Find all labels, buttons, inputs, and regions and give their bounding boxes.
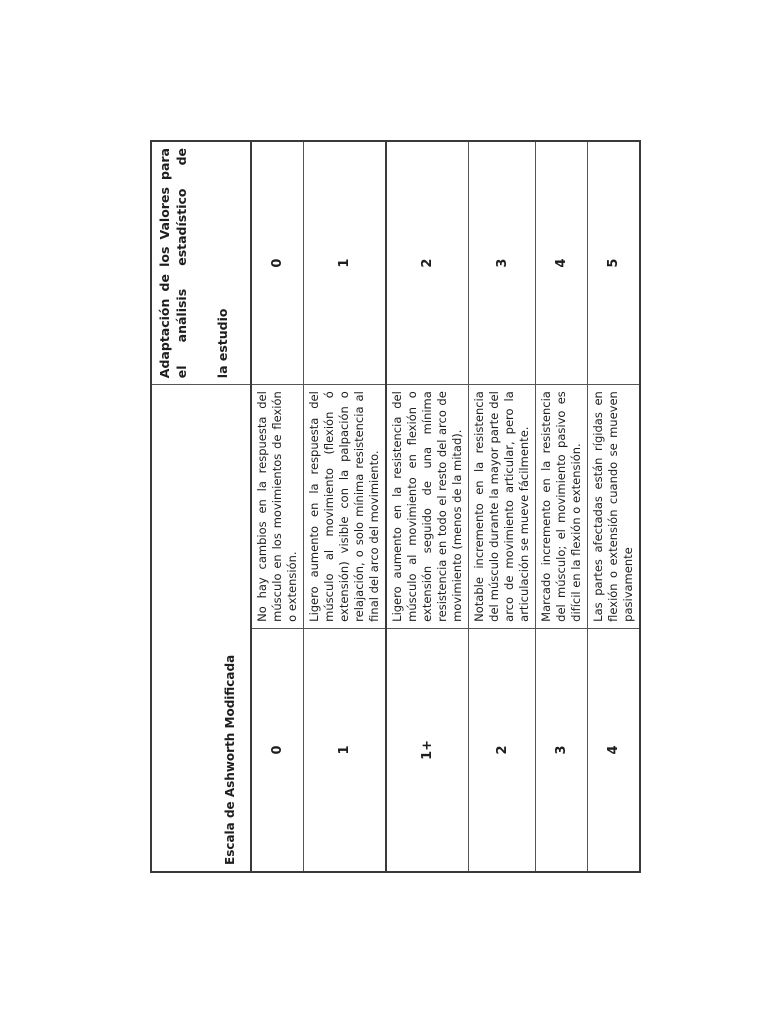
grade-cell: 0 xyxy=(251,628,304,872)
scale-title: Escala de Ashworth Modificada xyxy=(223,654,237,865)
value-cell: 4 xyxy=(536,141,588,385)
value-cell: 2 xyxy=(386,141,469,385)
grade-cell: 1+ xyxy=(386,628,469,872)
table-header-row xyxy=(151,141,251,872)
table-row xyxy=(536,141,588,872)
description-cell: Notable incremento en la resistencia del músculo durante la mayor parte del arco de movimiento articular, pero la articulación se mueve fácilmente. xyxy=(469,385,536,629)
description-cell: Ligero aumento en la respuesta del músculo al movimiento (flexión ó extensión) visible con la palpación o relajación, o solo mínima resistencia al final del arco del movimiento. xyxy=(304,385,387,629)
value-cell: 0 xyxy=(251,141,304,385)
grade-cell: 3 xyxy=(536,628,588,872)
adaptation-header-cell xyxy=(151,141,251,385)
description-cell: No hay cambios en la respuesta del músculo en los movimientos de flexión o extensión. xyxy=(251,385,304,629)
rotated-page-content xyxy=(150,140,635,873)
table-row xyxy=(251,141,304,872)
table-row xyxy=(386,141,469,872)
table-row xyxy=(469,141,536,872)
adaptation-header-text: Adaptación de los Valores para el análisis estadístico de xyxy=(157,148,189,379)
description-cell: Ligero aumento en la resistencia del músculo al movimiento en flexión o extensión seguido de una mínima resistencia en todo el resto del arco de movimiento (menos de la mitad). xyxy=(386,385,469,629)
value-cell: 3 xyxy=(469,141,536,385)
table-row xyxy=(588,141,641,872)
grade-cell: 1 xyxy=(304,628,387,872)
grade-cell: 2 xyxy=(469,628,536,872)
adaptation-header-subtext: la estudio xyxy=(215,308,230,379)
description-cell: Marcado incremento en la resistencia del músculo; el movimiento pasivo es difícil en la flexión o extensión. xyxy=(536,385,588,629)
grade-cell: 4 xyxy=(588,628,641,872)
table-row xyxy=(304,141,387,872)
scale-title-cell xyxy=(151,385,251,872)
ashworth-scale-table xyxy=(150,140,641,873)
value-cell: 5 xyxy=(588,141,641,385)
description-cell: Las partes afectadas están rígidas en flexión o extensión cuando se mueven pasivamente xyxy=(588,385,641,629)
value-cell: 1 xyxy=(304,141,387,385)
